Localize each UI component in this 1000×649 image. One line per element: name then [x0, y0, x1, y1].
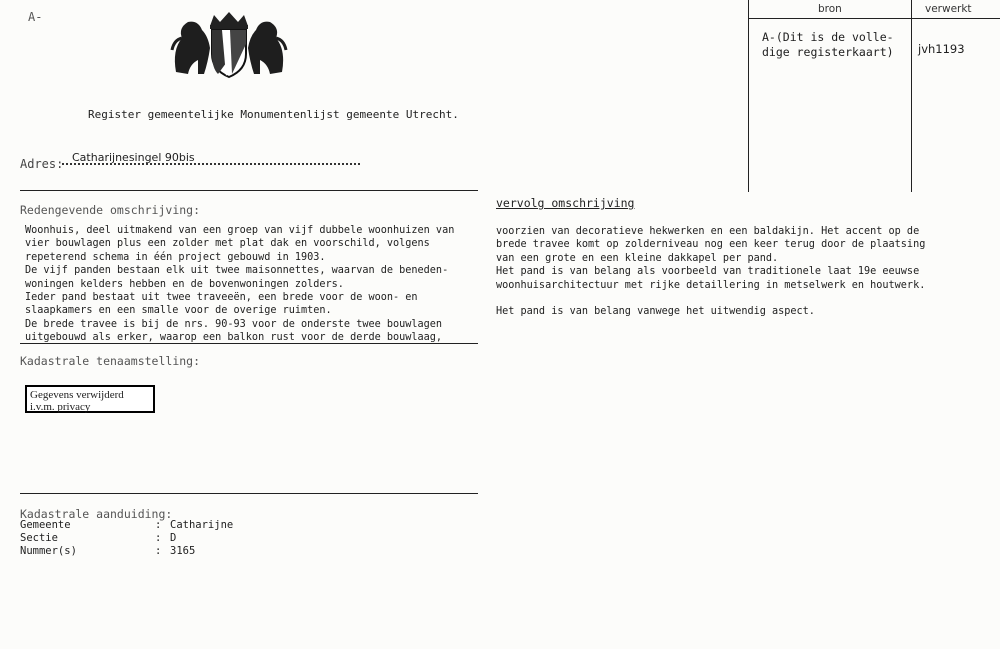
address-label: Adres: — [20, 157, 64, 171]
kad-colon: : — [155, 545, 162, 557]
table-left-border — [748, 0, 749, 192]
kad-colon: : — [155, 532, 162, 544]
cadastral-owner-label: Kadastrale tenaamstelling: — [20, 354, 201, 368]
kad-value-sectie: D — [170, 532, 177, 544]
kad-colon: : — [155, 519, 162, 531]
cadastral-designation-label: Kadastrale aanduiding: — [20, 507, 173, 521]
continuation-label: vervolg omschrijving — [496, 196, 635, 210]
divider-owner — [20, 493, 478, 494]
kad-value-gemeente: Catharijne — [170, 519, 234, 531]
reasons-text: Woonhuis, deel uitmakend van een groep van vijf dubbele woonhuizen van vier bouwlagen plus een zolder met plat dak en voorschild, volgens repeterend schema in één project gebouwd in 1903. De vijf panden bestaan elk uit twee maisonnettes, waarvan de beneden- woningen kelders hebben en de bovenwoningen zolders. Ieder pand bestaat uit twee traveeën, een brede voor de woon- en slaapkamers en een smalle voor de overige ruimten. De brede travee is bij de nrs. 90-93 voor de onderste twee bouwlagen uitgebouwd als erker, waarop een balkon rust voor de derde bouwlaag, — [25, 225, 455, 344]
redacted-owner-box: Gegevens verwijderd i.v.m. privacy — [25, 385, 155, 413]
bron-header: bron — [818, 3, 842, 15]
address-value: Catharijnesingel 90bis — [72, 151, 195, 164]
kad-key-gemeente: Gemeente — [20, 519, 71, 531]
table-column-divider — [911, 0, 912, 192]
bron-text: A-(Dit is de volle- dige registerkaart) — [762, 30, 894, 59]
reasons-label: Redengevende omschrijving: — [20, 203, 201, 217]
divider-reasons — [20, 343, 478, 344]
continuation-text: voorzien van decoratieve hekwerken en een baldakijn. Het accent op de brede travee komt op zolderniveau nog een keer terug door de plaatsing van een grote en een kleine dakkapel per pand. Het pand is van belang als voorbeeld van traditionele laat 19e eeuwse woonhuisarchitectuur met rijke detaillering in metselwerk en houtwerk. Het pand is van belang vanwege het uitwendig aspect. — [496, 226, 926, 318]
address-dotted-line — [62, 163, 360, 165]
kad-value-nummers: 3165 — [170, 545, 196, 557]
kad-key-nummers: Nummer(s) — [20, 545, 77, 557]
kad-key-sectie: Sectie — [20, 532, 58, 544]
table-header-divider — [748, 18, 1000, 19]
verwerkt-header: verwerkt — [925, 3, 972, 15]
utrecht-coat-of-arms-icon — [168, 10, 290, 80]
divider-address — [20, 190, 478, 191]
verwerkt-text: jvh1193 — [918, 42, 965, 56]
page-corner-code: A- — [28, 10, 43, 24]
register-title: Register gemeentelijke Monumentenlijst gemeente Utrecht. — [88, 108, 459, 121]
